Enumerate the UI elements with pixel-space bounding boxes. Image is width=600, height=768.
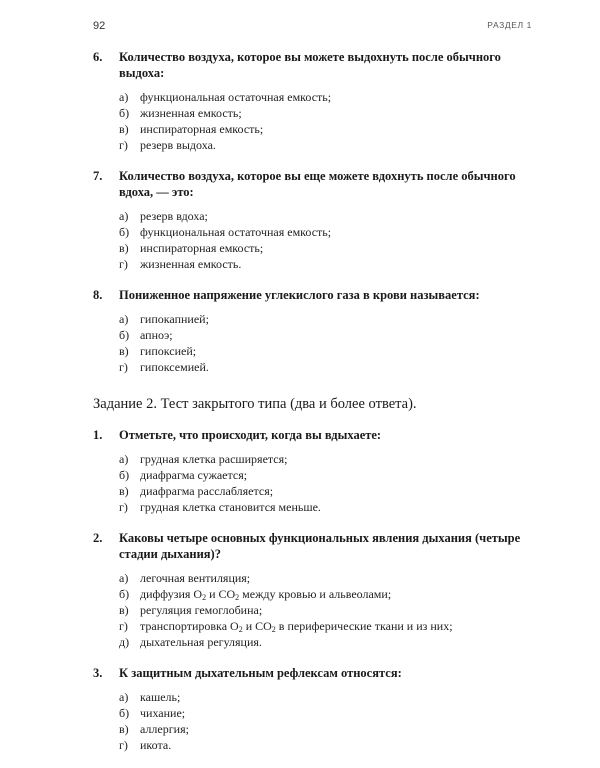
answer-option <box>119 634 538 650</box>
question-heading <box>93 168 538 200</box>
task2-question-3 <box>93 665 538 753</box>
option-letter: г) <box>119 738 128 752</box>
question-text: К защитным дыхательным рефлексам относятся: <box>119 666 402 680</box>
text-fragment: и CO <box>206 587 236 601</box>
task-2-heading: Задание 2. Тест закрытого типа (два и более ответа). <box>93 396 417 412</box>
option-text: жизненная емкость. <box>140 257 242 271</box>
answer-option <box>119 121 538 137</box>
option-text: жизненная емкость; <box>140 106 242 120</box>
page-content <box>93 49 538 768</box>
answer-option <box>119 208 538 224</box>
answer-option <box>119 737 538 753</box>
question-heading <box>93 427 538 443</box>
answer-option <box>119 586 538 602</box>
option-letter: в) <box>119 344 129 358</box>
task2-question-2 <box>93 530 538 650</box>
option-letter: б) <box>119 706 130 720</box>
question-text: Количество воздуха, которое вы еще можете вдохнуть после обычного вдоха, — это: <box>119 169 516 199</box>
option-letter: г) <box>119 500 128 514</box>
answer-option <box>119 89 538 105</box>
option-text: регуляция гемоглобина; <box>140 603 263 617</box>
option-text: икота. <box>140 738 172 752</box>
question-number: 7. <box>93 169 103 183</box>
option-text: аллергия; <box>140 722 189 736</box>
option-text: диафрагма расслабляется; <box>140 484 274 498</box>
option-text: диафрагма сужается; <box>140 468 248 482</box>
text-fragment: между кровью и альвеолами; <box>239 587 392 601</box>
answer-option <box>119 343 538 359</box>
subscript: 2 <box>271 625 276 634</box>
option-text: грудная клетка расширяется; <box>140 452 288 466</box>
answer-options <box>119 570 538 650</box>
answer-option <box>119 451 538 467</box>
section-label: РАЗДЕЛ 1 <box>487 20 532 30</box>
answer-option <box>119 327 538 343</box>
option-text: резерв вдоха; <box>140 209 208 223</box>
task2-question-1 <box>93 427 538 515</box>
answer-option <box>119 467 538 483</box>
answer-option <box>119 359 538 375</box>
option-text: функциональная остаточная емкость; <box>140 225 332 239</box>
text-fragment: диффузия O <box>140 587 203 601</box>
answer-options <box>119 208 538 272</box>
answer-option <box>119 137 538 153</box>
answer-option <box>119 499 538 515</box>
answer-option <box>119 256 538 272</box>
question-heading <box>93 49 538 81</box>
answer-options <box>119 451 538 515</box>
option-text: резерв выдоха. <box>140 138 216 152</box>
option-text: апноэ; <box>140 328 173 342</box>
question-text: Количество воздуха, которое вы можете выдохнуть после обычного выдоха: <box>119 50 501 80</box>
option-letter: а) <box>119 312 129 326</box>
option-text: гипоксией; <box>140 344 197 358</box>
question-text: Каковы четыре основных функциональных явления дыхания (четыре стадии дыхания)? <box>119 531 521 561</box>
question-heading <box>93 530 538 562</box>
answer-option <box>119 721 538 737</box>
option-letter: в) <box>119 484 129 498</box>
question-number: 6. <box>93 50 103 64</box>
answer-option <box>119 689 538 705</box>
option-letter: г) <box>119 619 128 633</box>
text-fragment: и CO <box>242 619 272 633</box>
option-letter: а) <box>119 571 129 585</box>
option-letter: б) <box>119 587 130 601</box>
option-text: гипокапнией; <box>140 312 209 326</box>
option-letter: г) <box>119 257 128 271</box>
answer-option <box>119 705 538 721</box>
option-letter: б) <box>119 468 130 482</box>
text-fragment: транспортировка O <box>140 619 239 633</box>
question-heading <box>93 665 538 681</box>
option-text: кашель; <box>140 690 181 704</box>
option-letter: а) <box>119 90 129 104</box>
question-number: 8. <box>93 288 103 302</box>
option-text: инспираторная емкость; <box>140 122 264 136</box>
answer-option <box>119 240 538 256</box>
option-text: дыхательная регуляция. <box>140 635 262 649</box>
question-number: 2. <box>93 531 103 545</box>
option-text: легочная вентиляция; <box>140 571 251 585</box>
page-number: 92 <box>93 20 106 32</box>
question-7 <box>93 168 538 272</box>
option-text <box>140 618 453 634</box>
option-letter: а) <box>119 690 129 704</box>
answer-option <box>119 311 538 327</box>
answer-option <box>119 618 538 634</box>
subscript: 2 <box>238 625 243 634</box>
option-letter: б) <box>119 328 130 342</box>
question-number: 1. <box>93 428 103 442</box>
text-fragment: в периферические ткани и из них; <box>275 619 453 633</box>
question-text: Отметьте, что происходит, когда вы вдыхаете: <box>119 428 382 442</box>
question-8 <box>93 287 538 375</box>
answer-option <box>119 105 538 121</box>
question-heading <box>93 287 538 303</box>
option-letter: в) <box>119 122 129 136</box>
answer-options <box>119 89 538 153</box>
question-6 <box>93 49 538 153</box>
option-text: чихание; <box>140 706 186 720</box>
answer-options <box>119 311 538 375</box>
subscript: 2 <box>202 593 207 602</box>
option-letter: г) <box>119 360 128 374</box>
question-number: 3. <box>93 666 103 680</box>
option-text <box>140 586 391 602</box>
subscript: 2 <box>235 593 240 602</box>
option-letter: в) <box>119 603 129 617</box>
answer-options <box>119 689 538 753</box>
option-letter: а) <box>119 452 129 466</box>
option-letter: б) <box>119 106 130 120</box>
option-letter: в) <box>119 241 129 255</box>
option-text: гипоксемией. <box>140 360 209 374</box>
option-text: функциональная остаточная емкость; <box>140 90 332 104</box>
question-text: Пониженное напряжение углекислого газа в крови называется: <box>119 288 480 302</box>
option-text: инспираторная емкость; <box>140 241 264 255</box>
answer-option <box>119 602 538 618</box>
option-letter: б) <box>119 225 130 239</box>
answer-option <box>119 224 538 240</box>
option-text: грудная клетка становится меньше. <box>140 500 321 514</box>
option-letter: в) <box>119 722 129 736</box>
option-letter: а) <box>119 209 129 223</box>
answer-option <box>119 483 538 499</box>
answer-option <box>119 570 538 586</box>
option-letter: г) <box>119 138 128 152</box>
option-letter: д) <box>119 635 130 649</box>
